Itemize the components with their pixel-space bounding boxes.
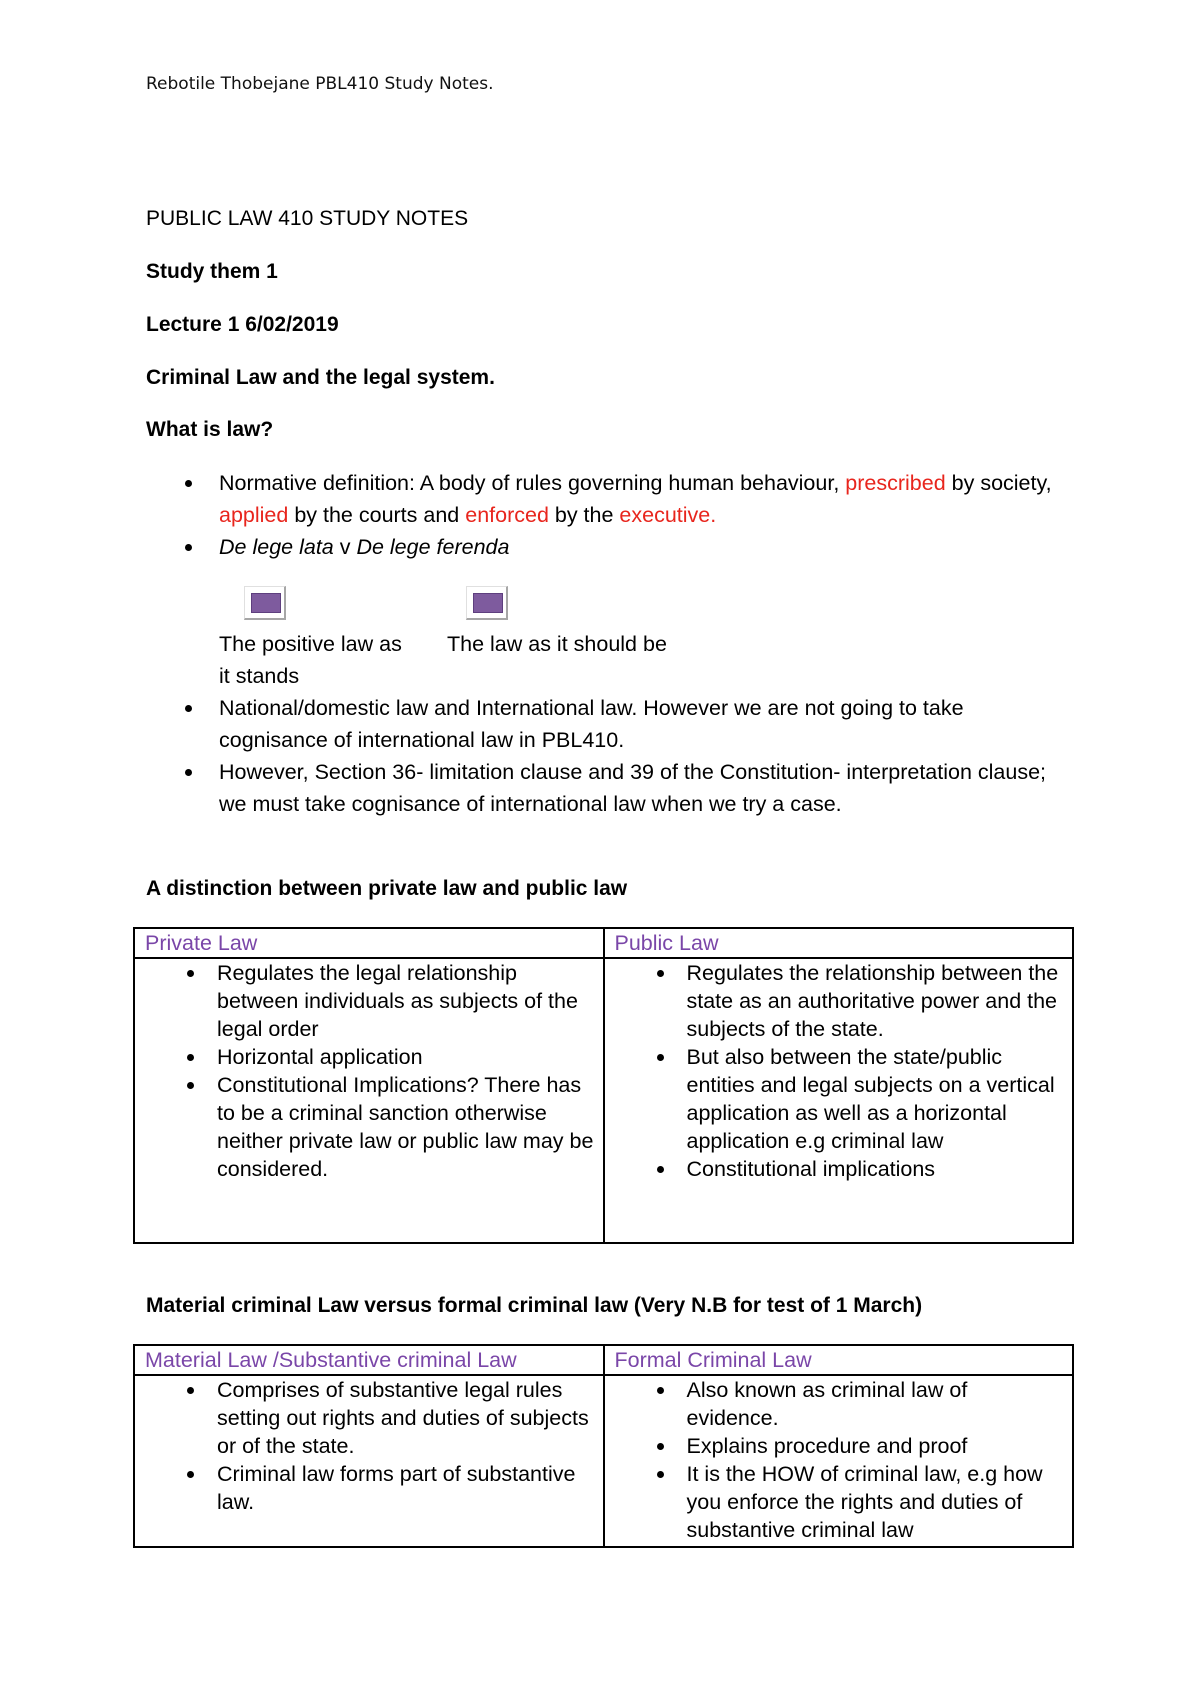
lecture-heading: Lecture 1 6/02/2019 bbox=[146, 313, 339, 336]
definition-list bbox=[146, 467, 1066, 563]
definition-executive: executive. bbox=[619, 503, 717, 527]
public-law-item: Regulates the relationship between the state as an authoritative power and the subjects of the state. bbox=[605, 959, 1073, 1043]
material-law-cell bbox=[134, 1375, 604, 1547]
distinction-heading: A distinction between private law and public law bbox=[146, 877, 628, 900]
versus-text: v bbox=[333, 535, 357, 559]
topic-heading: Criminal Law and the legal system. bbox=[146, 366, 495, 389]
positive-law-caption: The positive law as it stands bbox=[219, 632, 402, 688]
formal-law-cell bbox=[604, 1375, 1074, 1547]
ideal-law-caption: The law as it should be bbox=[447, 632, 667, 656]
definition-applied: applied bbox=[219, 503, 289, 527]
de-lege-ferenda: De lege ferenda bbox=[356, 535, 510, 559]
definition-text-4: by the bbox=[548, 503, 620, 527]
study-theme-heading: Study them 1 bbox=[146, 260, 278, 283]
definition-text-1: Normative definition: A body of rules governing human behaviour, bbox=[219, 471, 846, 495]
ideal-law-box-icon bbox=[466, 586, 508, 620]
lege-item bbox=[146, 531, 1066, 563]
material-formal-heading: Material criminal Law versus formal criminal law (Very N.B for test of 1 March) bbox=[146, 1294, 923, 1317]
formal-law-item: Explains procedure and proof bbox=[605, 1432, 1073, 1460]
public-law-item: But also between the state/public entities and legal subjects on a vertical application as well as a horizontal application e.g criminal law bbox=[605, 1043, 1073, 1155]
material-law-header: Material Law /Substantive criminal Law bbox=[134, 1345, 604, 1375]
section-36-39-item: However, Section 36- limitation clause and 39 of the Constitution- interpretation clause; we must take cognisance of international law when we try a case. bbox=[146, 756, 1066, 820]
positive-law-box-icon bbox=[244, 586, 286, 620]
material-law-item: Comprises of substantive legal rules setting out rights and duties of subjects or of the state. bbox=[135, 1376, 603, 1460]
document-title: PUBLIC LAW 410 STUDY NOTES bbox=[146, 207, 469, 230]
normative-definition-item bbox=[146, 467, 1066, 531]
definition-enforced: enforced bbox=[465, 503, 549, 527]
page-header: Rebotile Thobejane PBL410 Study Notes. bbox=[146, 74, 494, 94]
public-law-cell bbox=[604, 958, 1074, 1243]
definition-text-2: by society, bbox=[945, 471, 1052, 495]
definition-prescribed: prescribed bbox=[845, 471, 946, 495]
private-law-item: Constitutional Implications? There has to be a criminal sanction otherwise neither private law or public law may be considered. bbox=[135, 1071, 603, 1183]
national-international-item: National/domestic law and International law. However we are not going to take cognisance of international law in PBL410. bbox=[146, 692, 1066, 756]
private-law-item: Regulates the legal relationship between individuals as subjects of the legal order bbox=[135, 959, 603, 1043]
private-public-table bbox=[133, 927, 1074, 1244]
public-law-item: Constitutional implications bbox=[605, 1155, 1073, 1183]
private-law-cell bbox=[134, 958, 604, 1243]
formal-law-item: It is the HOW of criminal law, e.g how you enforce the rights and duties of substantive criminal law bbox=[605, 1460, 1073, 1544]
law-scope-list bbox=[146, 692, 1066, 820]
formal-law-item: Also known as criminal law of evidence. bbox=[605, 1376, 1073, 1432]
what-is-law-heading: What is law? bbox=[146, 418, 274, 441]
formal-law-header: Formal Criminal Law bbox=[604, 1345, 1074, 1375]
de-lege-lata: De lege lata bbox=[219, 535, 334, 559]
definition-text-3: by the courts and bbox=[288, 503, 466, 527]
material-formal-table bbox=[133, 1344, 1074, 1548]
private-law-item: Horizontal application bbox=[135, 1043, 603, 1071]
material-law-item: Criminal law forms part of substantive law. bbox=[135, 1460, 603, 1516]
private-law-header: Private Law bbox=[134, 928, 604, 958]
public-law-header: Public Law bbox=[604, 928, 1074, 958]
